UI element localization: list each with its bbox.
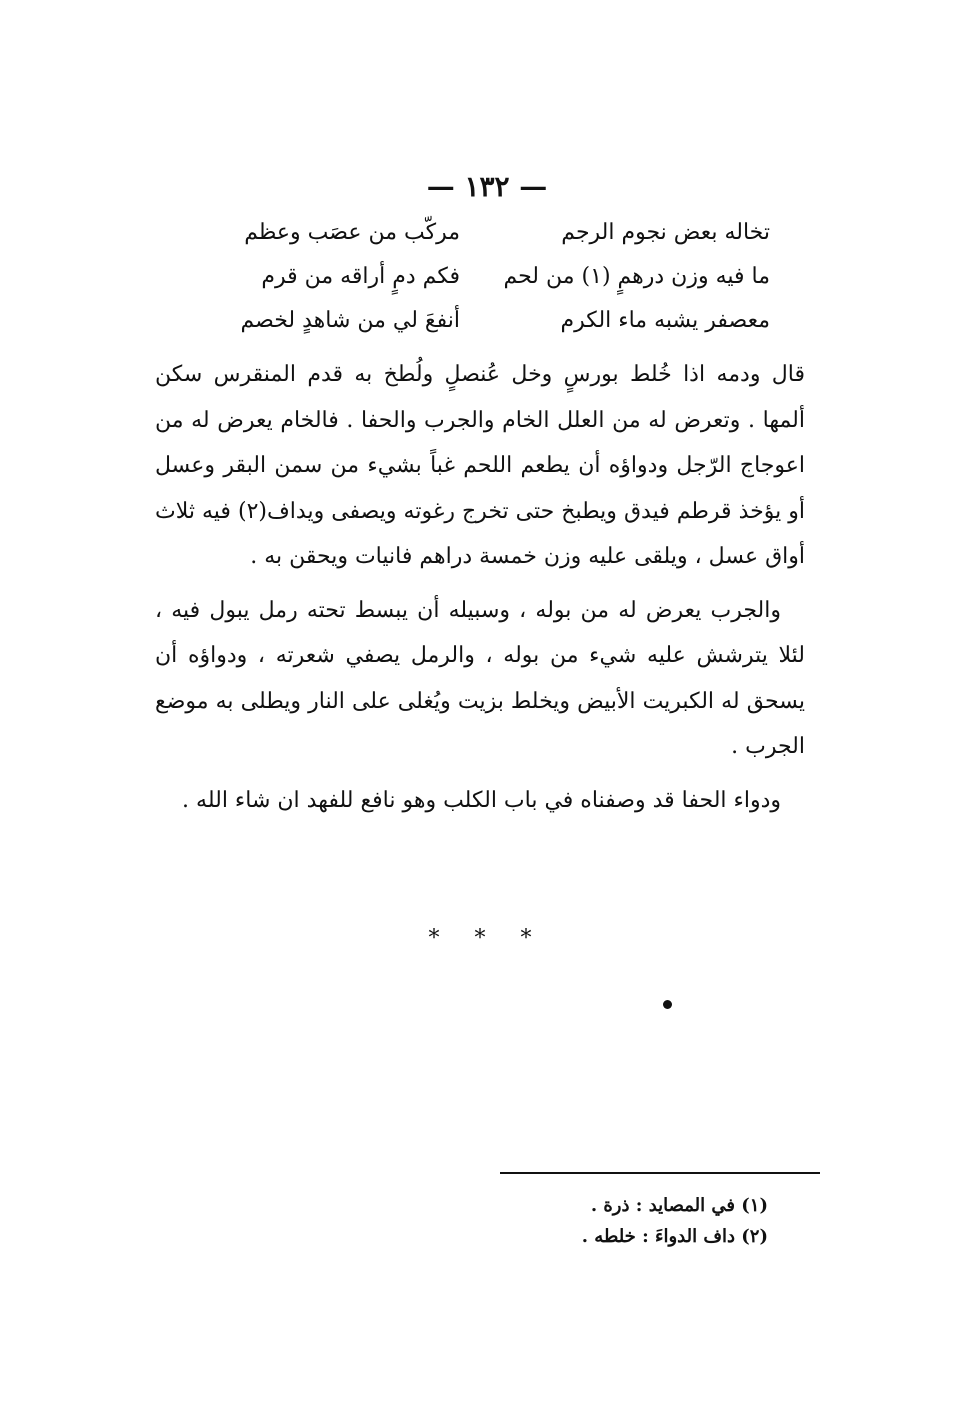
- footnote: (٢) داف الدواءَ : خلطه .: [581, 1226, 768, 1247]
- poem-hemistich-left: أنفعَ لي من شاهدٍ لخصم: [240, 307, 460, 333]
- section-separator: * * *: [428, 926, 546, 951]
- page-number: — ١٣٢ —: [426, 170, 548, 203]
- poem-hemistich-right: ما فيه وزن درهمٍ (١) من لحم: [503, 263, 770, 289]
- poem-hemistich-right: معصفر يشبه ماء الكرم: [560, 307, 770, 333]
- footnote-divider: [500, 1172, 820, 1174]
- paragraph: ودواء الحفا قد وصفناه في باب الكلب وهو نافع للفهد ان شاء الله .: [182, 787, 781, 813]
- poem: [190, 210, 770, 342]
- footnote: (١) في المصايد : ذرة .: [590, 1195, 768, 1216]
- poem-verse: [190, 254, 770, 298]
- paragraph: والجرب يعرض له من بوله ، وسبيله أن يبسط تحته رمل يبول فيه ، لئلا يترشش عليه شيء من بوله ، والرمل يصفي شعرته ، ودواؤه أن يسحق له الكبريت الأبيض ويخلط بزيت ويُغلى على النار ويطلى به موضع الجرب .: [155, 597, 805, 759]
- ink-dot: [663, 1000, 672, 1009]
- poem-hemistich-right: تخاله بعض نجوم الرجم: [561, 219, 770, 245]
- poem-verse: [190, 298, 770, 342]
- poem-hemistich-left: مركّب من عصَب وعظم: [244, 219, 460, 245]
- footnotes: [500, 1190, 768, 1252]
- body-text: [155, 352, 805, 823]
- poem-verse: [190, 210, 770, 254]
- poem-hemistich-left: فكم دمٍ أراقه من قرم: [261, 263, 460, 289]
- paragraph: قال ودمه اذا خُلط بورسٍ وخل عُنصلٍ ولُطخ به قدم المنقرس سكن ألمها . وتعرض له من العلل الخام والجرب والحفا . فالخام يعرض له من اعوجاج الرّجل ودواؤه أن يطعم اللحم غباً بشيء من سمن البقر وعسل أو يؤخذ قرطم فيدق ويطبخ حتى تخرج رغوته ويصفى ويداف(٢) فيه ثلاث أواق عسل ، ويلقى عليه وزن خمسة دراهم فانيات ويحقن به .: [155, 362, 805, 569]
